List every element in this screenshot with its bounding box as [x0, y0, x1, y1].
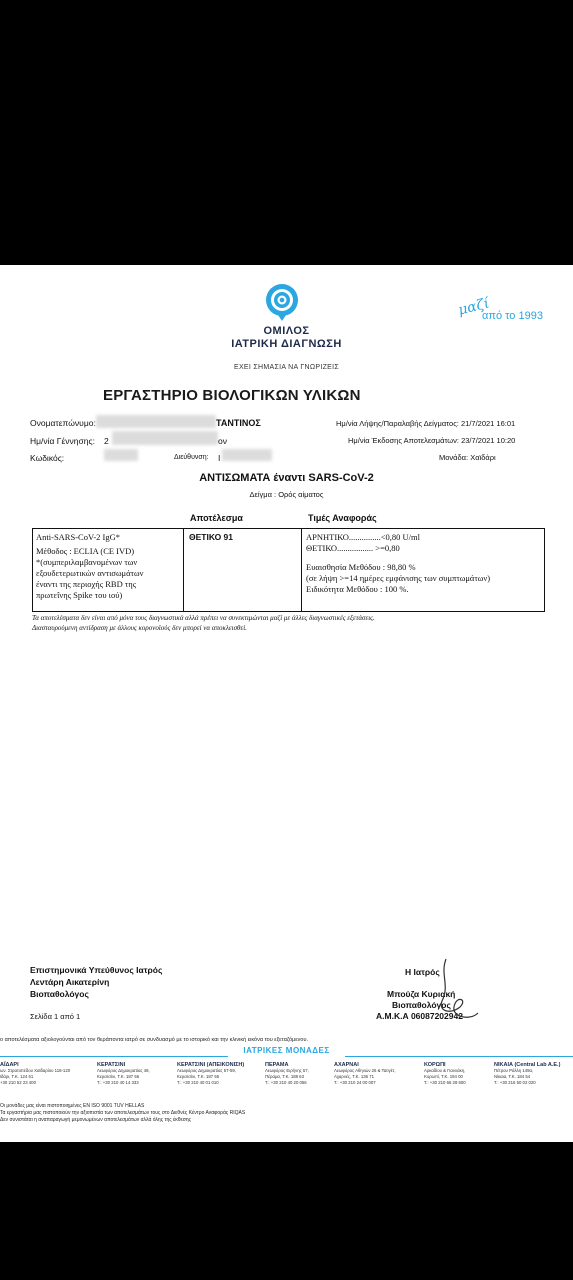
unit-perama: ΠΕΡΑΜΑ Λεωφόρος Ειρήνης 57, Πέραμα, Τ.Κ. 188 63 T.: +30 210 40 20 056 — [265, 1062, 309, 1085]
reference-cell: ΑΡΝΗΤΙΚΟ...............<0,80 U/ml ΘΕΤΙΚΟ................. >=0,80 Ευαισθησία Μεθόδου : 98,80 % (σε λήψη >=14 ημέρες εμφάνισης των συμπτωμάτων) Ειδικότητα Μεθόδου : 100 %. — [306, 532, 491, 594]
pin-logo-icon — [262, 281, 302, 321]
col-result-header: Αποτέλεσμα — [190, 513, 243, 523]
col-reference-header: Τιμές Αναφοράς — [308, 513, 377, 523]
address-label: Διεύθυνση: — [174, 454, 209, 461]
unit-keratsini-imaging: ΚΕΡΑΤΣΙΝΙ (ΑΠΕΙΚΟΝΙΣΗ) Λεωφόρος Δημοκρατίας 57-59, Κερατσίνι, Τ.Κ. 187 55 T.: +30 210 40 01 010 — [177, 1062, 245, 1085]
result-note-2: Διασταυρούμενη αντίδραση με άλλους κορονοϊούς δεν μπορεί να αποκλεισθεί. — [32, 624, 247, 632]
unit-haidari: ΑΪΔΑΡΙ ων. Στρατοπέδου Χαϊδαρίου 118-120 ϊδάρι, Τ.Κ. 124 61 +30 210 52 23 400 — [0, 1062, 71, 1085]
slogan-since: από το 1993 — [482, 310, 543, 322]
cert-line-1: Οι μονάδες μας είναι πιστοποιημένες EN ISO 9001 TUV HELLAS — [0, 1103, 145, 1109]
brand-name-line1: ΟΜΙΛΟΣ — [263, 325, 310, 337]
sample-date: Ημ/νία Λήψης/Παραλαβής Δείγματος: 21/7/2021 16:01 — [336, 419, 516, 428]
slogan-script: μαζί — [456, 295, 492, 319]
test-name-cell: Anti-SARS-CoV-2 IgG* Μέθοδος : ECLIA (CE IVD) *(συμπεριλαμβανομένων των εξουδετερωτικών αντισωμάτων έναντι της περιοχής RBD της πρωτεΐνης Spike του ιού) — [36, 532, 144, 600]
result-value: ΘΕΤΙΚΟ 91 — [189, 532, 234, 542]
redacted-name — [96, 415, 216, 428]
unit-info: Μονάδα: Χαϊδάρι — [439, 453, 496, 462]
doctor-name: Μπούζα Κυριακή — [387, 989, 456, 999]
unit-keratsini: ΚΕΡΑΤΣΙΝΙ Λεωφόρος Δημοκρατίας 48, Κερατσίνι, Τ.Κ. 187 56 T.: +30 210 40 14 333 — [97, 1062, 150, 1085]
cert-line-2: Τα εργαστήρια μας πιστοποιούν την αξιοπιστία των αποτελεσμάτων τους στο Διεθνές Κέντρο Αναφοράς RIQAS — [0, 1110, 246, 1116]
doctor-title: Η Ιατρός — [405, 967, 440, 977]
footer-disclaimer: ο αποτελέσματα αξιολογούνται από τον θεράποντα ιατρό σε συνδυασμό με το ιστορικό και την κλινική εικόνα του εξεταζόμενου. — [0, 1037, 308, 1043]
cert-line-3: Δεν συνιστάται η αναπαραγωγή μεμονωμένων αποτελεσμάτων αλλά όλης της έκθεσης — [0, 1117, 192, 1123]
page-number: Σελίδα 1 από 1 — [30, 1012, 81, 1021]
dob-tail: ον — [218, 436, 227, 446]
doctor-role: Βιοπαθολόγος — [392, 1000, 451, 1010]
supervisor-title: Επιστημονικά Υπεύθυνος Ιατρός — [30, 965, 163, 975]
sample-type: Δείγμα : Ορός αίματος — [249, 490, 324, 499]
unit-nikaia: ΝΙΚΑΙΑ (Central Lab A.E.) Πέτρου Ράλλη 149α, Νίκαια, Τ.Κ. 184 54 T.: +30 216 50 02 020 — [494, 1062, 561, 1085]
redacted-code — [104, 449, 138, 461]
brand-tagline: ΕΧΕΙ ΣΗΜΑΣΙΑ ΝΑ ΓΝΩΡΙΖΕΙΣ — [233, 364, 340, 371]
redacted-address — [222, 449, 272, 461]
name-label: Ονοματεπώνυμο: — [30, 418, 96, 428]
dob-label: Ημ/νία Γέννησης: — [30, 436, 95, 446]
supervisor-name: Λεντάρη Αικατερίνη — [30, 977, 110, 987]
unit-acharnai: ΑΧΑΡΝΑΙ Λεωφόρος Αθηνών 26 & Ταϋγέτ, Αχαρνές, Τ.Κ. 136 71 T.: +30 210 24 00 007 — [334, 1062, 396, 1085]
test-title: ΑΝΤΙΣΩΜΑΤΑ έναντι SARS-CoV-2 — [199, 472, 374, 484]
dob-value: 2 — [104, 436, 109, 446]
redacted-dob — [112, 431, 218, 445]
address-value: Ι — [218, 453, 221, 463]
handwritten-signature — [420, 955, 490, 1025]
result-note-1: Τα αποτελέσματα δεν είναι από μόνα τους διαγνωστικά αλλά πρέπει να συνεκτιμώνται μαζί με άλλες διαγνωστικές εξετάσεις. — [32, 614, 375, 622]
brand-name-line2: ΙΑΤΡΙΚΗ ΔΙΑΓΝΩΣΗ — [231, 338, 342, 350]
units-title: ΙΑΤΡΙΚΕΣ ΜΟΝΑΔΕΣ — [243, 1046, 330, 1055]
doctor-amka: Α.Μ.Κ.Α 06087202942 — [376, 1011, 463, 1021]
lab-report-page — [0, 265, 573, 1142]
name-value: ΤΑΝΤΙΝΟΣ — [216, 418, 261, 428]
supervisor-role: Βιοπαθολόγος — [30, 989, 89, 999]
unit-koropi: ΚΟΡΩΠΙ Αρκαδίου & Γιαννάκη, Κορωπί, Τ.Κ. 194 00 T.: +30 210 66 28 600 — [424, 1062, 466, 1085]
issue-date: Ημ/νία Έκδοσης Αποτελεσμάτων: 23/7/2021 10:20 — [348, 436, 516, 445]
results-table — [32, 528, 545, 612]
code-label: Κωδικός: — [30, 453, 65, 463]
lab-title: ΕΡΓΑΣΤΗΡΙΟ ΒΙΟΛΟΓΙΚΩΝ ΥΛΙΚΩΝ — [103, 387, 361, 404]
